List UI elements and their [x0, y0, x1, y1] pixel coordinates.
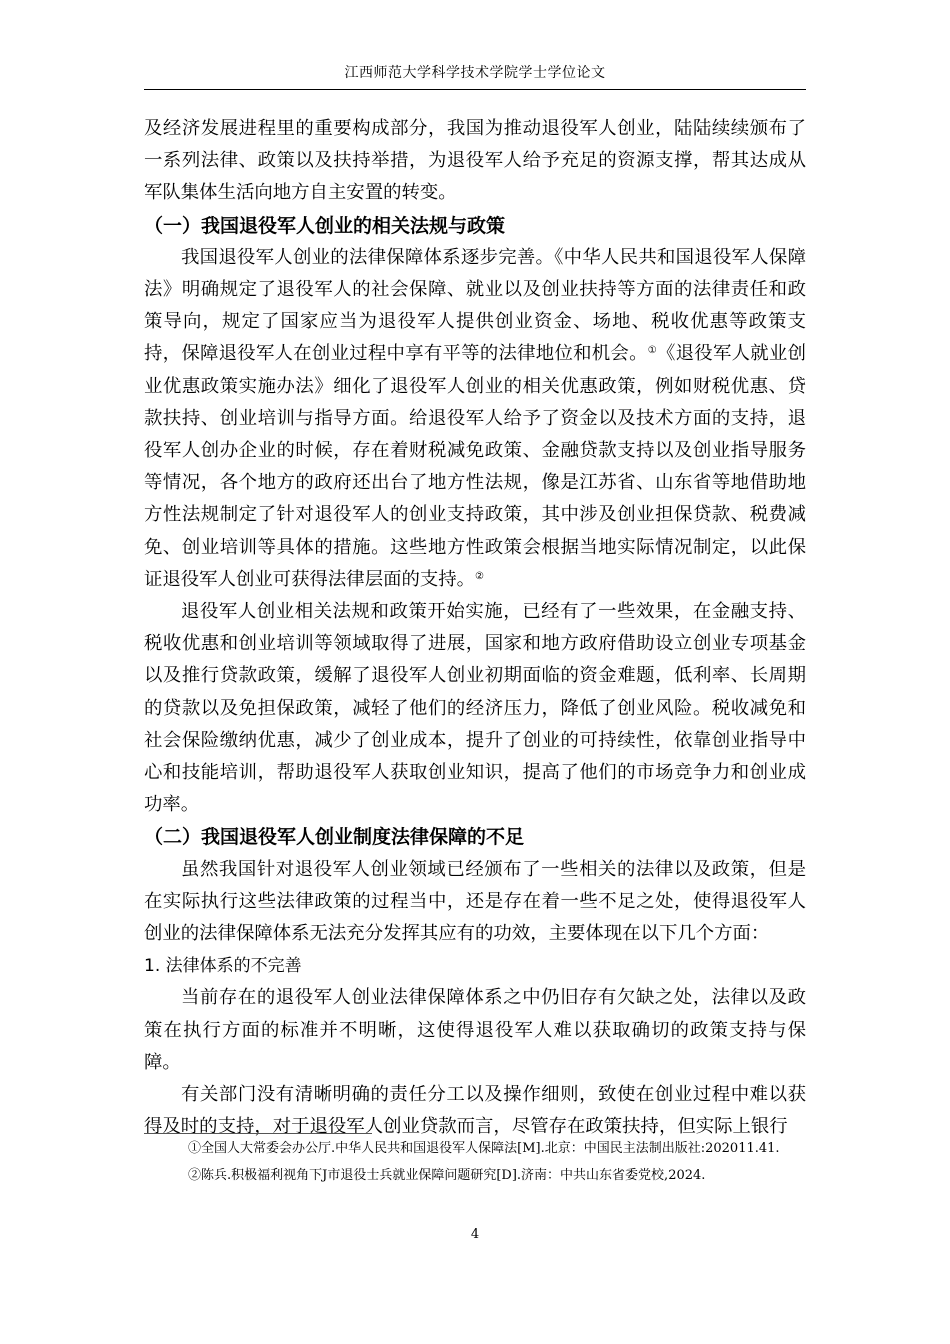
paragraph-text: 《退役军人就业创业优惠政策实施办法》细化了退役军人创业的相关优惠政策，例如财税优惠、贷款扶持、创业培训与指导方面。给退役军人给予了资金以及技术方面的支持，退役军人创办企业的时候，存在着财税减免政策、金融贷款支持以及创业指导服务等情况，各个地方的政府还出台了地方性法规，像是江苏省、山东省等地借助地方性法规制定了针对退役军人的创业支持政策，其中涉及创业担保贷款、税费减免、创业培训等具体的措施。这些地方性政策会根据当地实际情况制定，以此保证退役军人创业可获得法律层面的支持。: [144, 343, 806, 590]
paragraph-incomplete-system: 当前存在的退役军人创业法律保障体系之中仍旧存有欠缺之处，法律以及政策在执行方面的标准并不明晰，这使得退役军人难以获取确切的政策支持与保障。: [144, 987, 806, 1073]
footnote-mark: ②: [188, 1168, 202, 1183]
subsection-heading-1: 1. 法律体系的不完善: [144, 956, 302, 977]
footnote-2: [144, 1167, 806, 1185]
footnote-ref-1[interactable]: ①: [647, 345, 657, 357]
paragraph-text: 我国退役军人创业的法律保障体系逐步完善。《中华人民共和国退役军人保障法》明确规定了退役军人的社会保障、就业以及创业扶持等方面的法律责任和政策导向，规定了国家应当为退役军人提供创业资金、场地、税收优惠等政策支持，保障退役军人在创业过程中享有平等的法律地位和机会。: [144, 246, 806, 365]
footnote-text: 陈兵.积极福利视角下J市退役士兵就业保障问题研究[D].济南：中共山东省委党校,2024.: [201, 1168, 706, 1183]
footnote-separator: [144, 1133, 372, 1134]
section-heading-2: （二）我国退役军人创业制度法律保障的不足: [144, 826, 525, 849]
continuation-paragraph: 及经济发展进程里的重要构成部分，我国为推动退役军人创业，陆陆续续颁布了一系列法律、政策以及扶持举措，为退役军人给予充足的资源支撑，帮其达成从军队集体生活向地方自主安置的转变。: [144, 118, 806, 204]
page-number: 4: [470, 1227, 480, 1242]
header-rule: [144, 89, 806, 90]
footnote-ref-2[interactable]: ②: [475, 570, 485, 582]
section-heading-1: （一）我国退役军人创业的相关法规与政策: [144, 214, 506, 237]
paragraph-shortcomings-intro: 虽然我国针对退役军人创业领域已经颁布了一些相关的法律以及政策，但是在实际执行这些法律政策的过程当中，还是存在着一些不足之处，使得退役军人创业的法律保障体系无法充分发挥其应有的功效，主要体现在以下几个方面：: [144, 858, 806, 945]
main-body: [144, 113, 806, 1144]
paragraph-legal-system: [144, 242, 806, 596]
footnote-mark: ①: [188, 1141, 202, 1156]
footnote-1: [144, 1140, 806, 1158]
footnotes: [144, 1140, 806, 1194]
footnote-text: 全国人大常委会办公厅.中华人民共和国退役军人保障法[M].北京：中国民主法制出版社:202011.41.: [201, 1141, 780, 1156]
paragraph-policy-effects: 退役军人创业相关法规和政策开始实施，已经有了一些效果，在金融支持、税收优惠和创业培训等领域取得了进展，国家和地方政府借助设立创业专项基金以及推行贷款政策，缓解了退役军人创业初期面临的资金难题，低利率、长周期的贷款以及免担保政策，减轻了他们的经济压力，降低了创业风险。税收减免和社会保险缴纳优惠，减少了创业成本，提升了创业的可持续性，依靠创业指导中心和技能培训，帮助退役军人获取创业知识，提高了他们的市场竞争力和创业成功率。: [144, 601, 806, 816]
running-header: 江西师范大学科学技术学院学士学位论文: [344, 65, 606, 81]
paragraph-responsibility: 有关部门没有清晰明确的责任分工以及操作细则，致使在创业过程中难以获得及时的支持，对于退役军人创业贷款而言，尽管存在政策扶持，但实际上银行: [144, 1084, 806, 1138]
